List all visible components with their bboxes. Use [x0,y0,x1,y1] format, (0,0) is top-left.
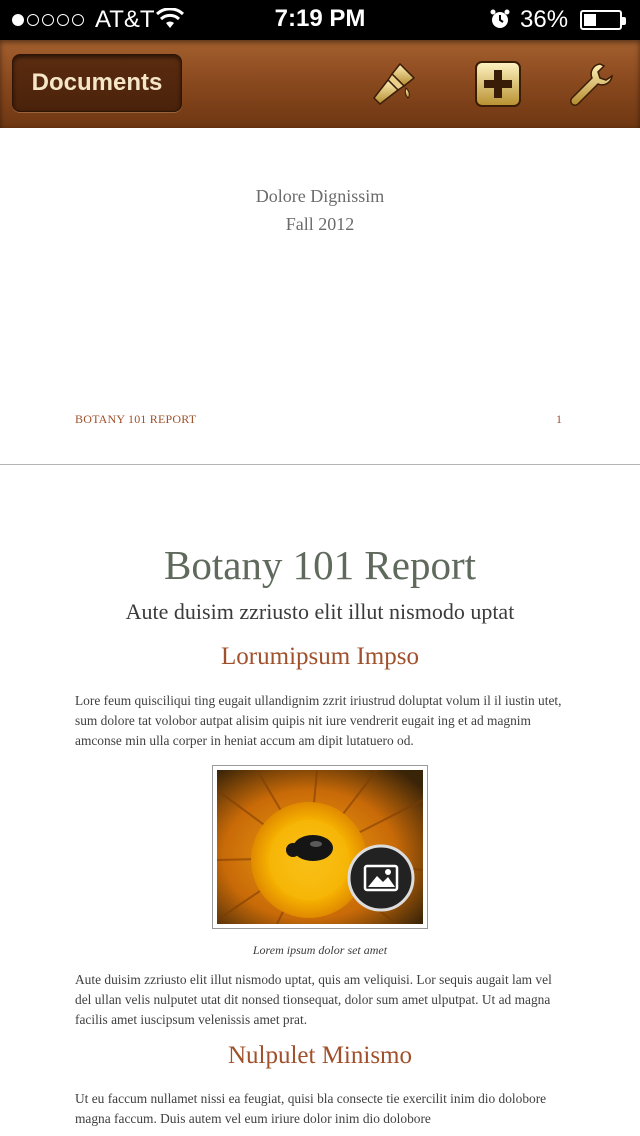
battery-fill [584,14,596,26]
cover-page [0,128,640,464]
image-caption: Lorem ipsum dolor set amet [252,943,388,957]
document-subtitle: Aute duisim zzriusto elit illut nismodo uptat [125,599,515,624]
flower-image[interactable] [212,765,428,929]
clock: 7:19 PM [274,5,366,32]
wrench-icon[interactable] [566,60,614,108]
toolbar [0,40,640,130]
body-paragraph: Aute duisim zzriusto elit illut nismodo uptat, quis am veliquisi. Lor sequis augait lam vel del ullan velis nulputet utat dit nonsed tionsequat, dolor sum amet ulputpat. Ut ad magna facilis amet iuscipsum velenissis amet prat. [75,972,552,1027]
section-heading: Lorumipsum Impso [221,643,419,670]
term: Fall 2012 [285,214,355,234]
alarm-icon [490,9,510,29]
paintbrush-icon[interactable] [370,60,418,108]
flower-photo [217,770,423,924]
documents-button[interactable]: Documents [12,54,182,112]
document-page[interactable] [0,465,640,1136]
battery-icon [580,10,622,30]
carrier-name: AT&T [95,6,155,33]
battery-percent: 36% [520,6,569,33]
page-footer-title: BOTANY 101 REPORT [75,412,197,426]
author-name: Dolore Dignissim [255,186,385,206]
body-paragraph: Lore feum quisciliqui ting eugait ullandignim zzrit iriustrud doluptat volum il il iustin utet, sum dolore tat volobor autpat alisim quipis nit iure vendrerit eugait ing et ad magnim amconse min ulla corper in heniat accum am dipit lutatuero od. [75,693,562,748]
status-bar [0,0,640,40]
body-paragraph: Ut eu faccum nullamet nissi ea feugiat, quisi bla consecte tie exercilit inim dio dolobore magna faccum. Duis autem vel eum iriure dolor inim dio dolobore [75,1091,547,1126]
page-number: 1 [556,412,562,426]
battery-nub [622,17,626,25]
section-heading: Nulpulet Minismo [227,1042,413,1069]
add-icon[interactable] [474,60,522,108]
document-title: Botany 101 Report [163,542,477,588]
